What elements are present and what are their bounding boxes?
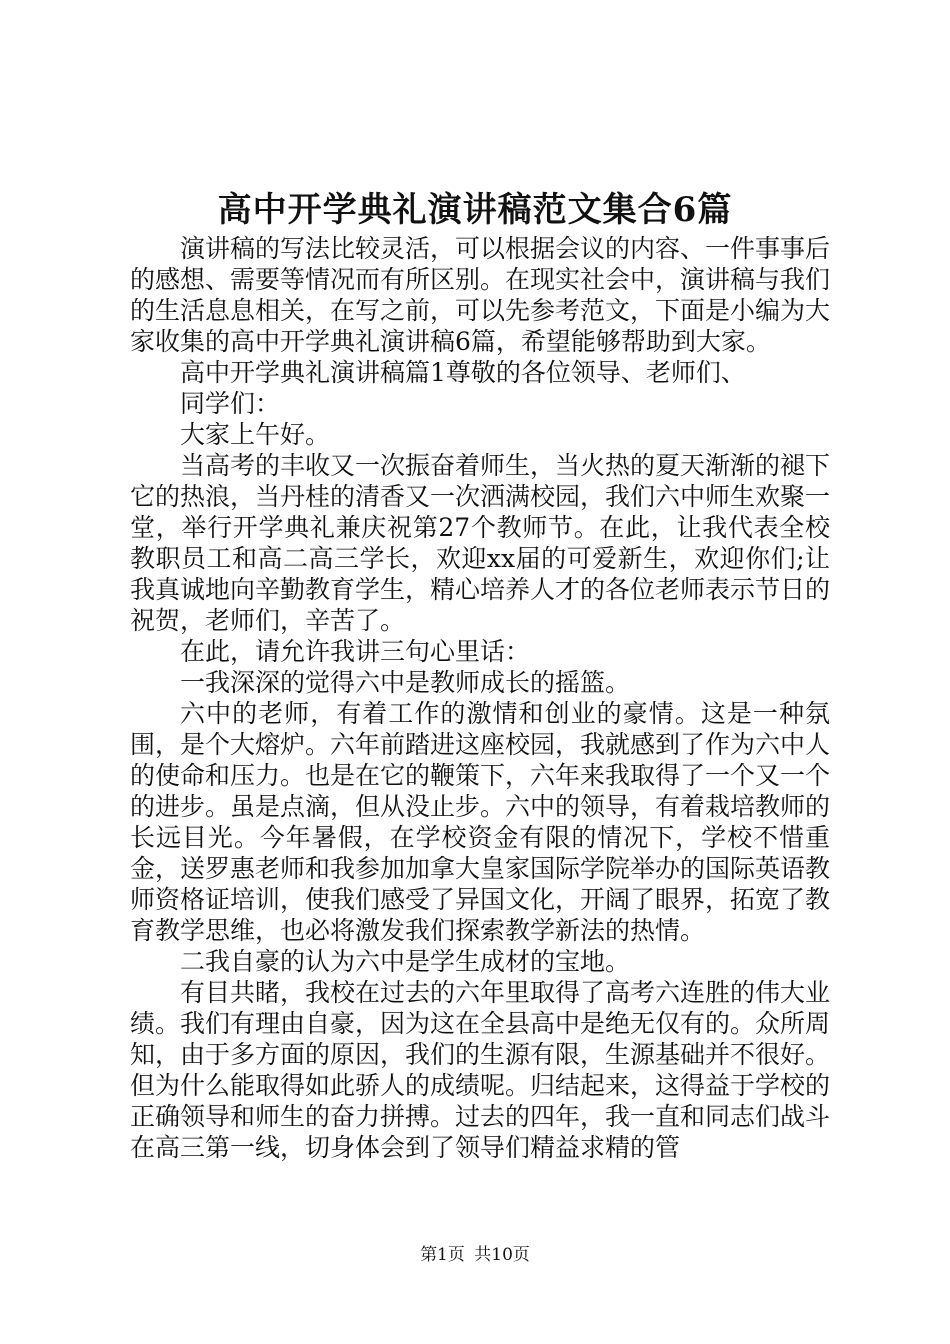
document-body — [130, 233, 830, 1163]
paragraph: 高中开学典礼演讲稿篇1尊敬的各位领导、老师们、 — [180, 358, 746, 387]
paragraph: 大家上午好。 — [180, 420, 331, 449]
paragraph: 演讲稿的写法比较灵活，可以根据会议的内容、一件事事后的感想、需要等情况而有所区别。在现实社会中，演讲稿与我们的生活息息相关，在写之前，可以先参考范文，下面是小编为大家收集的高中开学典礼演讲稿6篇，希望能够帮助到大家。 — [130, 234, 831, 356]
paragraph: 六中的老师，有着工作的激情和创业的豪情。这是一种氛围，是个大熔炉。六年前踏进这座校园，我就感到了作为六中人的使命和压力。也是在它的鞭策下，六年来我取得了一个又一个的进步。虽是点滴，但从没止步。六中的领导，有着栽培教师的长远目光。今年暑假，在学校资金有限的情况下，学校不惜重金，送罗惠老师和我参加加拿大皇家国际学院举办的国际英语教师资格证培训，使我们感受了异国文化，开阔了眼界，拓宽了教育教学思维，也必将激发我们探索教学新法的热情。 — [130, 699, 831, 945]
paragraph: 二我自豪的认为六中是学生成材的宝地。 — [180, 947, 631, 976]
page-number: 第1页 — [420, 1245, 465, 1265]
paragraph: 在此，请允许我讲三句心里话： — [180, 637, 531, 666]
document-title: 高中开学典礼演讲稿范文集合6篇 — [217, 190, 733, 230]
page-total: 共10页 — [474, 1245, 530, 1265]
paragraph: 当高考的丰收又一次振奋着师生，当火热的夏天渐渐的褪下它的热浪，当丹桂的清香又一次洒满校园，我们六中师生欢聚一堂，举行开学典礼兼庆祝第27个教师节。在此，让我代表全校教职员工和高二高三学长，欢迎xx届的可爱新生，欢迎你们;让我真诚地向辛勤教育学生，精心培养人才的各位老师表示节日的祝贺，老师们，辛苦了。 — [130, 451, 831, 635]
paragraph: 一我深深的觉得六中是教师成长的摇篮。 — [180, 668, 631, 697]
paragraph: 有目共睹，我校在过去的六年里取得了高考六连胜的伟大业绩。我们有理由自豪，因为这在全县高中是绝无仅有的。众所周知，由于多方面的原因，我们的生源有限，生源基础并不很好。但为什么能取得如此骄人的成绩呢。归结起来，这得益于学校的正确领导和师生的奋力拼搏。过去的四年，我一直和同志们战斗在高三第一线，切身体会到了领导们精益求精的管 — [130, 978, 831, 1162]
page-footer — [0, 1244, 950, 1266]
paragraph: 同学们： — [180, 389, 281, 418]
